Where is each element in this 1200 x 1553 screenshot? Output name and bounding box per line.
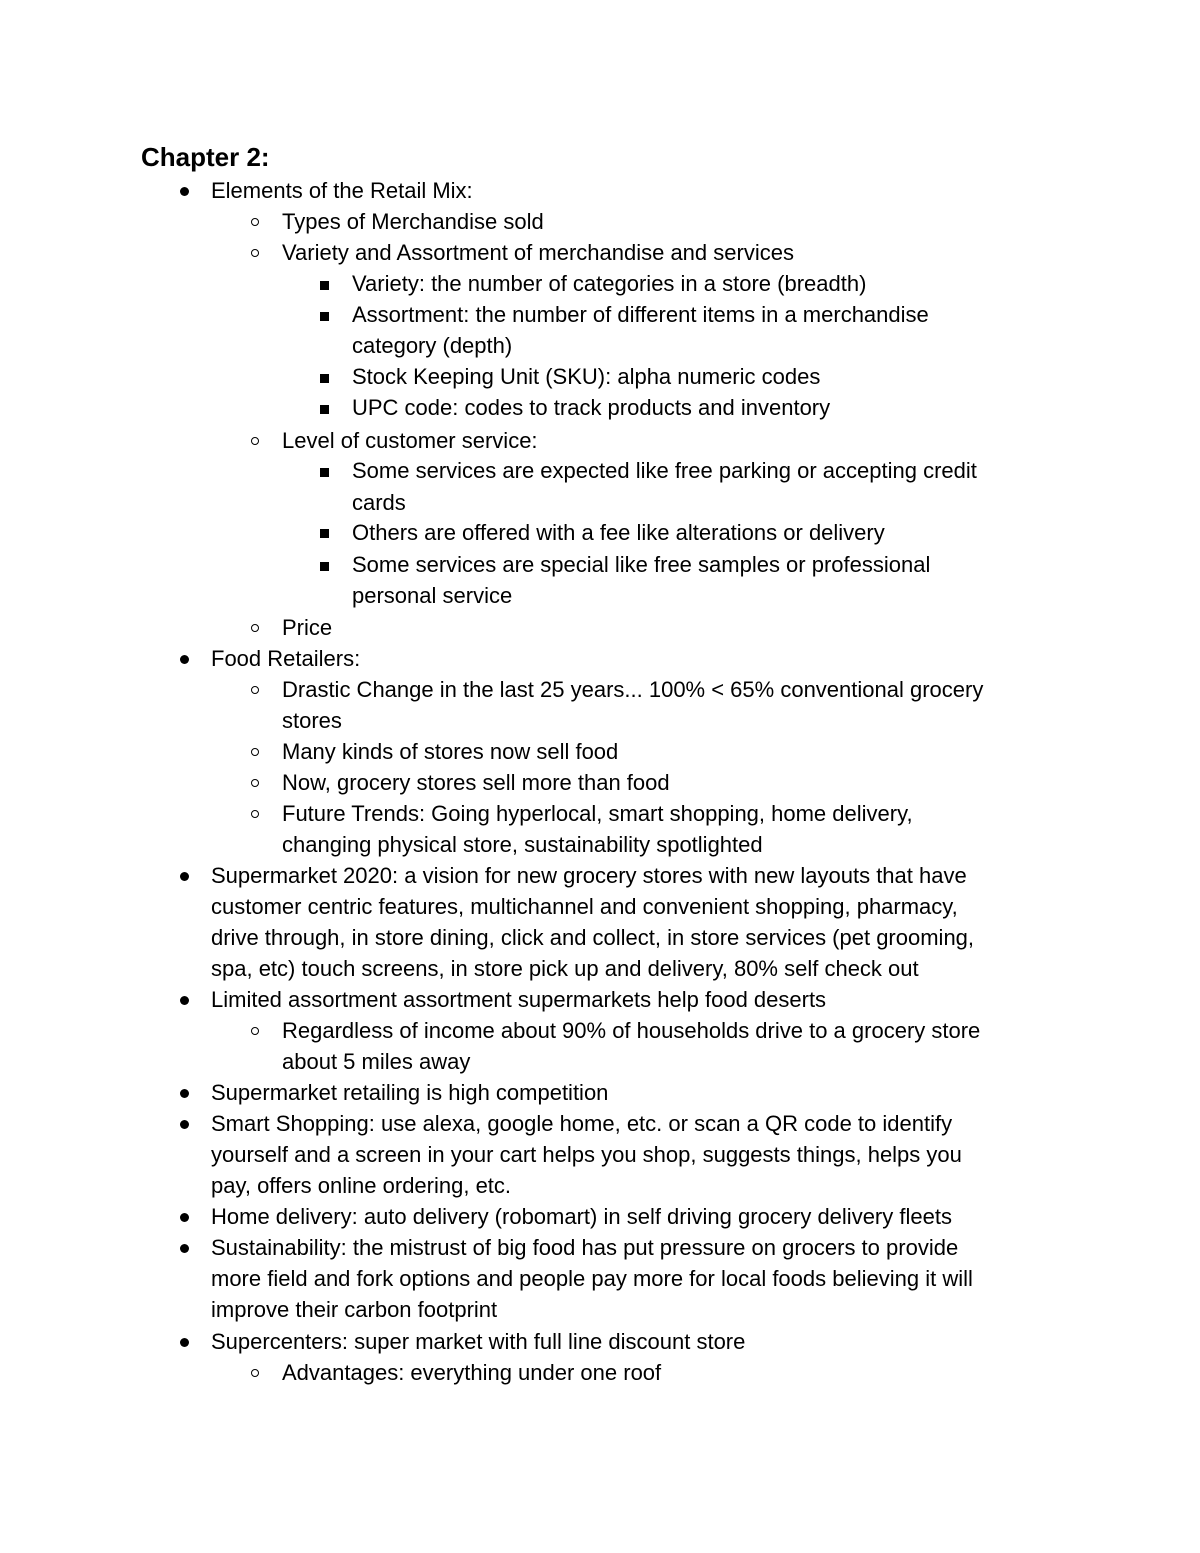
list-item: Smart Shopping: use alexa, google home, etc. or scan a QR code to identify [211,1111,953,1136]
list-item: Advantages: everything under one roof [282,1360,662,1385]
list-item-continuation: pay, offers online ordering, etc. [211,1173,512,1198]
bullet-square-icon [320,468,329,477]
list-item-continuation: customer centric features, multichannel and convenient shopping, pharmacy, [211,894,958,919]
list-item-continuation: about 5 miles away [282,1049,471,1074]
list-item: Assortment: the number of different items in a merchandise [352,302,929,327]
list-item: Supercenters: super market with full line discount store [211,1329,746,1354]
bullet-disc-icon [180,1244,189,1253]
list-item-continuation: improve their carbon footprint [211,1297,498,1322]
bullet-circle-icon [251,810,259,818]
list-item: Some services are special like free samples or professional [352,552,931,577]
list-item: Many kinds of stores now sell food [282,739,619,764]
list-item-continuation: cards [352,490,406,515]
list-item: Some services are expected like free parking or accepting credit [352,458,977,483]
bullet-disc-icon [180,1089,189,1098]
list-item: Stock Keeping Unit (SKU): alpha numeric codes [352,364,821,389]
bullet-square-icon [320,405,329,414]
list-item: Regardless of income about 90% of households drive to a grocery store [282,1018,981,1043]
list-item-continuation: changing physical store, sustainability spotlighted [282,832,763,857]
list-item: Level of customer service: [282,428,538,453]
list-item-continuation: more field and fork options and people pay more for local foods believing it will [211,1266,973,1291]
bullet-disc-icon [180,1213,189,1222]
list-item: Home delivery: auto delivery (robomart) in self driving grocery delivery fleets [211,1204,952,1229]
bullet-circle-icon [251,218,259,226]
list-item: Limited assortment assortment supermarkets help food deserts [211,987,827,1012]
bullet-circle-icon [251,249,259,257]
list-item-continuation: drive through, in store dining, click and collect, in store services (pet grooming, [211,925,975,950]
list-item: Variety: the number of categories in a store (breadth) [352,271,867,296]
bullet-square-icon [320,562,329,571]
bullet-disc-icon [180,1120,189,1129]
list-item-continuation: personal service [352,583,513,608]
list-item-continuation: yourself and a screen in your cart helps you shop, suggests things, helps you [211,1142,962,1167]
bullet-square-icon [320,281,329,290]
bullet-circle-icon [251,624,259,632]
list-item: Drastic Change in the last 25 years... 100% < 65% conventional grocery [282,677,984,702]
bullet-disc-icon [180,872,189,881]
bullet-disc-icon [180,187,189,196]
bullet-circle-icon [251,437,259,445]
list-item: UPC code: codes to track products and inventory [352,395,831,420]
bullet-circle-icon [251,1027,259,1035]
list-item: Supermarket retailing is high competition [211,1080,609,1105]
list-item-continuation: category (depth) [352,333,513,358]
list-item: Variety and Assortment of merchandise and services [282,240,794,265]
bullet-disc-icon [180,996,189,1005]
bullet-square-icon [320,312,329,321]
list-item: Future Trends: Going hyperlocal, smart shopping, home delivery, [282,801,913,826]
bullet-circle-icon [251,748,259,756]
list-item: Others are offered with a fee like alterations or delivery [352,520,885,545]
list-item: Now, grocery stores sell more than food [282,770,670,795]
list-item-continuation: spa, etc) touch screens, in store pick up and delivery, 80% self check out [211,956,919,981]
list-item: Price [282,615,333,640]
bullet-circle-icon [251,686,259,694]
list-item: Food Retailers: [211,646,361,671]
list-item: Elements of the Retail Mix: [211,178,473,203]
bullet-circle-icon [251,779,259,787]
chapter-heading: Chapter 2: [141,142,270,172]
bullet-disc-icon [180,1338,189,1347]
list-item: Types of Merchandise sold [282,209,544,234]
bullet-square-icon [320,374,329,383]
list-item-continuation: stores [282,708,342,733]
list-item: Sustainability: the mistrust of big food has put pressure on grocers to provide [211,1235,959,1260]
bullet-circle-icon [251,1369,259,1377]
list-item: Supermarket 2020: a vision for new grocery stores with new layouts that have [211,863,967,888]
bullet-square-icon [320,529,329,538]
bullet-disc-icon [180,655,189,664]
